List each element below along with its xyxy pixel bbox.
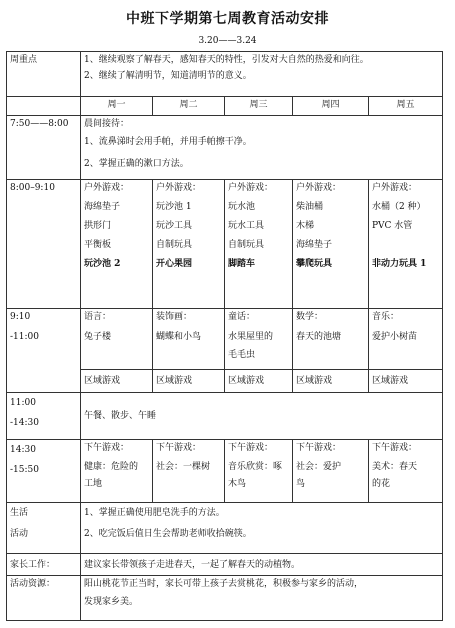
outdoor-line: 玩沙池 1 — [156, 202, 192, 212]
afternoon-cell — [81, 440, 153, 503]
afternoon-topic: 美术：春天 — [372, 462, 418, 472]
afternoon-topic: 健康：危险的 — [84, 462, 139, 472]
study-cell — [369, 309, 443, 370]
resources-content — [81, 576, 443, 621]
day-header: 周二 — [153, 97, 225, 116]
outdoor-line: 户外游戏： — [84, 183, 130, 193]
study-topic-cont: 毛毛虫 — [228, 350, 256, 360]
study-cell — [81, 309, 153, 370]
outdoor-line: 海绵垫子 — [296, 240, 333, 250]
study-time — [7, 309, 81, 393]
study-topic: 爱护小树苗 — [372, 332, 418, 342]
afternoon-cell — [153, 440, 225, 503]
outdoor-highlight: 开心果园 — [156, 259, 193, 269]
parents-content: 建议家长带领孩子走进春天，一起了解春天的动植物。 — [81, 554, 443, 576]
noon-content: 午餐、散步、午睡 — [81, 393, 443, 440]
outdoor-line: 海绵垫子 — [84, 202, 121, 212]
resources-label: 活动资源： — [7, 576, 81, 621]
resources-line: 发现家乡美。 — [84, 597, 139, 607]
afternoon-header: 下午游戏： — [372, 443, 418, 453]
schedule-table — [6, 51, 443, 621]
afternoon-header: 下午游戏： — [296, 443, 342, 453]
outdoor-line: 自制玩具 — [156, 240, 193, 250]
study-subject: 音乐： — [372, 312, 400, 322]
area-game-cell: 区域游戏 — [293, 370, 369, 393]
noon-time-start: 11:00 — [10, 398, 36, 408]
outdoor-line: 玩水工具 — [228, 221, 265, 231]
afternoon-header: 下午游戏： — [228, 443, 274, 453]
afternoon-cell — [225, 440, 293, 503]
life-line: 1、掌握正确使用肥皂洗手的方法。 — [84, 508, 225, 518]
area-game-cell: 区域游戏 — [225, 370, 293, 393]
afternoon-time-start: 14:30 — [10, 445, 36, 455]
outdoor-cell — [369, 180, 443, 309]
study-cell — [225, 309, 293, 370]
outdoor-cell — [153, 180, 225, 309]
date-range: 3.20——3.24 — [198, 36, 257, 46]
afternoon-time — [7, 440, 81, 503]
outdoor-line: PVC 水管 — [372, 221, 413, 231]
outdoor-line: 玩水池 — [228, 202, 256, 212]
morning-line: 2、掌握正确的漱口方法。 — [84, 159, 189, 169]
afternoon-topic: 社会：爱护 — [296, 462, 342, 472]
afternoon-header: 下午游戏： — [84, 443, 130, 453]
study-cell — [153, 309, 225, 370]
outdoor-row — [7, 180, 443, 309]
outdoor-line: 平衡板 — [84, 240, 112, 250]
afternoon-topic-cont: 的花 — [372, 479, 391, 489]
area-game-cell: 区域游戏 — [81, 370, 153, 393]
day-header-row — [7, 97, 443, 116]
afternoon-time-end: -15:50 — [10, 465, 39, 475]
parents-label: 家长工作： — [7, 554, 81, 576]
outdoor-line: 拱形门 — [84, 221, 112, 231]
morning-row — [7, 116, 443, 180]
focus-content — [81, 52, 443, 97]
afternoon-topic-cont: 木鸟 — [228, 479, 247, 489]
outdoor-line: 户外游戏： — [156, 183, 202, 193]
afternoon-topic: 音乐欣赏：啄 — [228, 462, 283, 472]
study-subject: 语言： — [84, 312, 112, 322]
study-cell — [293, 309, 369, 370]
study-subject: 装饰画： — [156, 312, 193, 322]
afternoon-header: 下午游戏： — [156, 443, 202, 453]
afternoon-cell — [369, 440, 443, 503]
study-subject: 数学： — [296, 312, 324, 322]
morning-line: 1、流鼻涕时会用手帕，并用手帕擦干净。 — [84, 137, 252, 147]
afternoon-topic-cont: 鸟 — [296, 479, 306, 489]
parents-row — [7, 554, 443, 576]
study-topic: 蝴蝶和小鸟 — [156, 332, 202, 342]
study-topic: 兔子楼 — [84, 332, 112, 342]
afternoon-topic: 社会：一棵树 — [156, 462, 211, 472]
study-topic: 水果屋里的 — [228, 332, 274, 342]
study-time-start: 9:10 — [10, 312, 31, 322]
focus-line: 2、继续了解清明节，知道清明节的意义。 — [84, 71, 252, 81]
afternoon-cell — [293, 440, 369, 503]
area-game-cell: 区域游戏 — [369, 370, 443, 393]
outdoor-highlight: 非动力玩具 1 — [372, 259, 427, 269]
day-header: 周一 — [81, 97, 153, 116]
morning-content — [81, 116, 443, 180]
outdoor-line: 柴油桶 — [296, 202, 324, 212]
morning-line: 晨间接待： — [84, 119, 130, 129]
life-row — [7, 503, 443, 554]
morning-time: 7:50——8:00 — [7, 116, 81, 180]
study-topic: 春天的池塘 — [296, 332, 342, 342]
life-label — [7, 503, 81, 554]
outdoor-highlight: 脚踏车 — [228, 259, 256, 269]
study-row — [7, 309, 443, 370]
outdoor-line — [372, 239, 439, 252]
area-game-cell: 区域游戏 — [153, 370, 225, 393]
outdoor-line: 木梯 — [296, 221, 315, 231]
study-time-end: -11:00 — [10, 332, 39, 342]
day-header: 周三 — [225, 97, 293, 116]
noon-row — [7, 393, 443, 440]
afternoon-topic-cont: 工地 — [84, 479, 103, 489]
life-label-1: 生活 — [10, 508, 29, 518]
day-header: 周四 — [293, 97, 369, 116]
page-title: 中班下学期第七周教育活动安排 — [126, 11, 329, 27]
noon-time — [7, 393, 81, 440]
resources-line: 阳山桃花节正当时，家长可带上孩子去赏桃花，积极参与家乡的活动， — [84, 579, 364, 589]
outdoor-line: 户外游戏： — [372, 183, 418, 193]
outdoor-line: 户外游戏： — [296, 183, 342, 193]
outdoor-cell — [293, 180, 369, 309]
outdoor-cell — [81, 180, 153, 309]
afternoon-row — [7, 440, 443, 503]
outdoor-line: 自制玩具 — [228, 240, 265, 250]
header-blank — [7, 97, 81, 116]
outdoor-line: 户外游戏： — [228, 183, 274, 193]
outdoor-highlight: 玩沙池 2 — [84, 259, 121, 269]
noon-time-end: -14:30 — [10, 418, 39, 428]
life-label-2: 活动 — [10, 529, 29, 539]
outdoor-time: 8:00–9:10 — [7, 180, 81, 309]
focus-label: 周重点 — [7, 52, 81, 97]
outdoor-highlight: 攀爬玩具 — [296, 259, 333, 269]
outdoor-cell — [225, 180, 293, 309]
resources-row — [7, 576, 443, 621]
outdoor-line: 水桶（2 种） — [372, 202, 426, 212]
outdoor-line: 玩沙工具 — [156, 221, 193, 231]
focus-line: 1、继续观察了解春天，感知春天的特性，引发对大自然的热爱和向往。 — [84, 55, 369, 65]
life-content — [81, 503, 443, 554]
day-header: 周五 — [369, 97, 443, 116]
focus-row — [7, 52, 443, 97]
life-line: 2、吃完饭后值日生会帮助老师收拾碗筷。 — [84, 529, 252, 539]
study-subject: 童话： — [228, 312, 256, 322]
